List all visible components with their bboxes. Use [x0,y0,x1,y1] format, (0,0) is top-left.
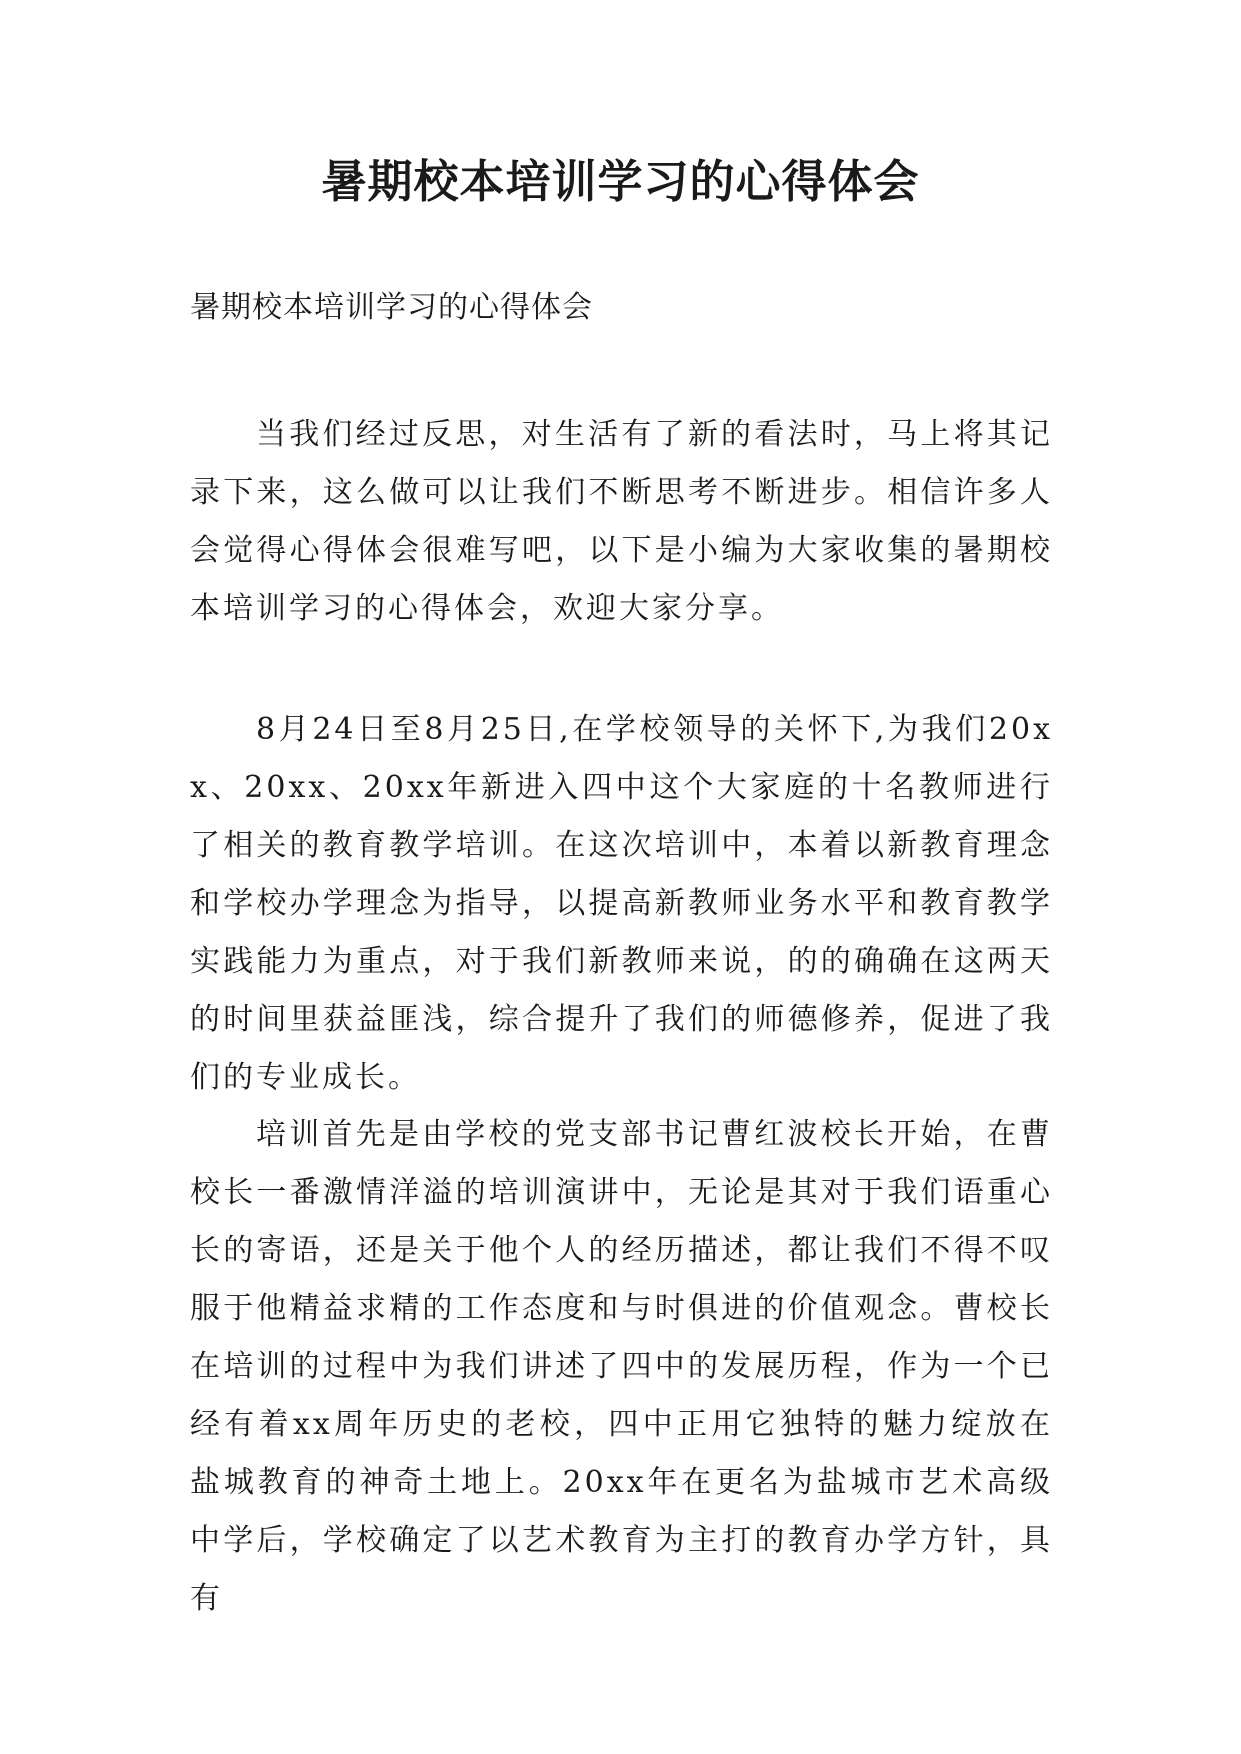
page-title: 暑期校本培训学习的心得体会 [321,155,920,208]
paragraph-principal-speech: 培训首先是由学校的党支部书记曹红波校长开始，在曹校长一番激情洋溢的培训演讲中，无论是其对于我们语重心长的寄语，还是关于他个人的经历描述，都让我们不得不叹服于他精益求精的工作态度和与时俱进的价值观念。曹校长在培训的过程中为我们讲述了四中的发展历程，作为一个已经有着xx周年历史的老校，四中正用它独特的魅力绽放在盐城教育的神奇土地上。20xx年在更名为盐城市艺术高级中学后，学校确定了以艺术教育为主打的教育办学方针，具有 [190,1117,1053,1616]
paragraph-intro: 当我们经过反思，对生活有了新的看法时，马上将其记录下来，这么做可以让我们不断思考不断进步。相信许多人会觉得心得体会很难写吧，以下是小编为大家收集的暑期校本培训学习的心得体会，欢迎大家分享。 [190,417,1053,626]
document-subtitle: 暑期校本培训学习的心得体会 [190,290,593,325]
paragraph-training-overview: 8月24日至8月25日,在学校领导的关怀下,为我们20xx、20xx、20xx年新进入四中这个大家庭的十名教师进行了相关的教育教学培训。在这次培训中，本着以新教育理念和学校办学理念为指导，以提高新教师业务水平和教育教学实践能力为重点，对于我们新教师来说，的的确确在这两天的时间里获益匪浅，综合提升了我们的师德修养，促进了我们的专业成长。 [190,712,1053,1095]
